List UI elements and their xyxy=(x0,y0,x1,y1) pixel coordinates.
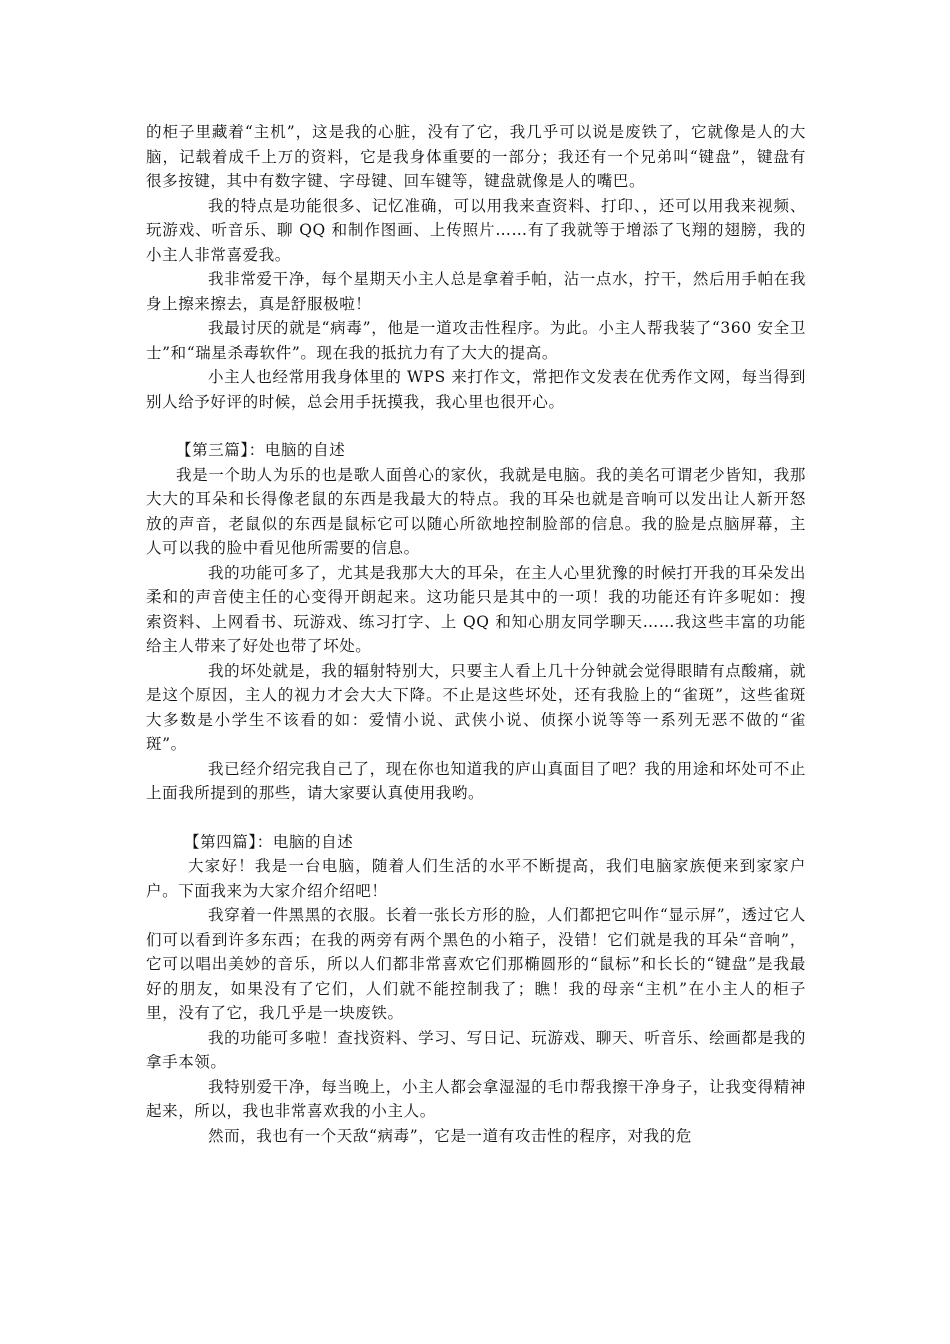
paragraph: 我已经介绍完我自己了，现在你也知道我的庐山真面目了吧？我的用途和坏处可不止上面我所提到的那些，请大家要认真使用我哟。 xyxy=(146,759,806,802)
section-heading: 【第四篇】：电脑的自述 xyxy=(184,832,354,851)
paragraph: 我最讨厌的就是“病毒”，他是一道攻击性程序。为此。小主人帮我装了“360 安全卫士”和“瑞星杀毒软件”。现在我的抵抗力有了大大的提高。 xyxy=(146,319,806,362)
paragraph: 我的功能可多了，尤其是我那大大的耳朵，在主人心里犹豫的时候打开我的耳朵发出柔和的声音使主任的心变得开朗起来。这功能只是其中的一项！我的功能还有许多呢如：搜索资料、上网看书、玩游戏、练习打字、上 QQ 和知心朋友同学聊天……我这些丰富的功能给主人带来了好处也带了坏处。 xyxy=(146,563,806,655)
paragraph: 我的坏处就是，我的辐射特别大，只要主人看上几十分钟就会觉得眼睛有点酸痛，就是这个原因，主人的视力才会大大下降。不止是这些坏处，还有我脸上的“雀斑”，这些雀斑大多数是小学生不该看的如：爱情小说、武侠小说、侦探小说等等一系列无恶不做的“雀斑”。 xyxy=(146,661,806,753)
paragraph: 我是一个助人为乐的也是歌人面兽心的家伙，我就是电脑。我的美名可谓老少皆知，我那大大的耳朵和长得像老鼠的东西是我最大的特点。我的耳朵也就是音响可以发出让人新开怒放的声音，老鼠似的东西是鼠标它可以随心所欲地控制脸部的信息。我的脸是点脑屏幕，主人可以我的脸中看见他所需要的信息。 xyxy=(146,465,806,557)
paragraph: 我特别爱干净，每当晚上，小主人都会拿湿湿的毛巾帮我擦干净身子，让我变得精神起来，所以，我也非常喜欢我的小主人。 xyxy=(146,1077,806,1120)
section-spacer xyxy=(146,806,806,830)
paragraph: 然而，我也有一个天敌“病毒”，它是一道有攻击性的程序，对我的危 xyxy=(208,1126,692,1145)
paragraph: 大家好！我是一台电脑，随着人们生活的水平不断提高，我们电脑家族便来到家家户户。下面我来为大家介绍介绍吧！ xyxy=(146,857,806,900)
paragraph: 我的特点是功能很多、记忆准确，可以用我来查资料、打印、，还可以用我来视频、玩游戏、听音乐、聊 QQ 和制作图画、上传照片……有了我就等于增添了飞翔的翅膀，我的小主人非常喜爱我。 xyxy=(146,196,806,264)
paragraph: 的柜子里藏着“主机”，这是我的心脏，没有了它，我几乎可以说是废铁了，它就像是人的大脑，记载着成千上万的资料，它是我身体重要的一部分；我还有一个兄弟叫“键盘”，键盘有很多按键，其中有数字键、字母键、回车键等，键盘就像是人的嘴巴。 xyxy=(146,123,806,190)
paragraph: 我非常爱干净，每个星期天小主人总是拿着手帕，沾一点水，拧干，然后用手帕在我身上擦来擦去，真是舒服极啦！ xyxy=(146,270,806,313)
paragraph: 我穿着一件黑黑的衣服。长着一张长方形的脸，人们都把它叫作“显示屏”，透过它人们可以看到许多东西；在我的两旁有两个黑色的小箱子，没错！它们就是我的耳朵“音响”，它可以唱出美妙的音乐，所以人们都非常喜欢它们那椭圆形的“鼠标”和长长的“键盘”是我最好的朋友，如果没有了它们，人们就不能控制我了；瞧！我的母亲“主机”在小主人的柜子里，没有了它，我几乎是一块废铁。 xyxy=(146,906,806,1022)
paragraph: 小主人也经常用我身体里的 WPS 来打作文，常把作文发表在优秀作文网，每当得到别人给予好评的时候，总会用手抚摸我，我心里也很开心。 xyxy=(146,368,806,411)
paragraph: 我的功能可多啦！查找资料、学习、写日记、玩游戏、聊天、听音乐、绘画都是我的拿手本领。 xyxy=(146,1028,806,1071)
section-spacer xyxy=(146,414,806,438)
document-page xyxy=(146,120,806,1148)
section-heading: 【第三篇】：电脑的自述 xyxy=(176,441,346,459)
